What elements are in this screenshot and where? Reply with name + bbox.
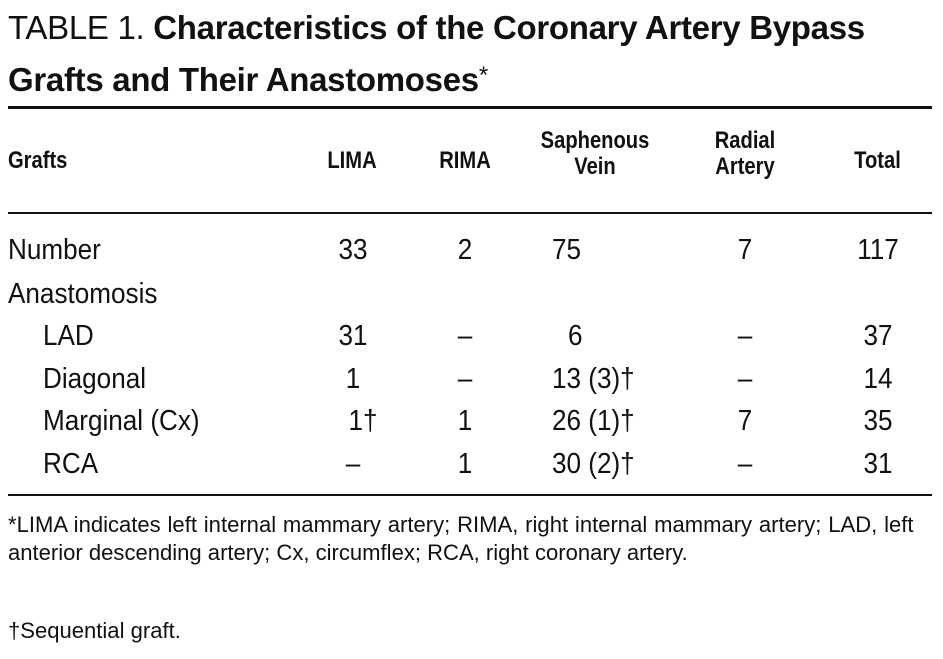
top-rule — [8, 106, 932, 109]
cell-saphenous: 13 (3)† — [552, 363, 635, 395]
cell-radial: 7 — [737, 234, 753, 266]
table-number: TABLE 1. — [8, 9, 154, 46]
footnote-abbreviations: *LIMA indicates left internal mammary artery; RIMA, right internal mammary artery; LAD, left anterior descending artery; Cx, circumflex; RCA, right coronary artery. — [8, 512, 914, 565]
cell-rima: – — [457, 320, 473, 352]
cell-total: 14 — [863, 363, 893, 395]
cell-radial: – — [737, 363, 753, 395]
row-label: Number — [8, 234, 101, 266]
title-footnote-marker: * — [478, 62, 488, 89]
header-radial-artery — [699, 128, 791, 180]
cell-rima: 1 — [457, 405, 473, 437]
header-rule — [8, 212, 932, 214]
header-grafts: Grafts — [8, 147, 68, 174]
row-label: RCA — [43, 448, 99, 480]
cell-lima: 31 — [338, 320, 368, 352]
row-label: Anastomosis — [8, 278, 158, 310]
row-label: LAD — [43, 320, 94, 352]
cell-lima: 1 — [345, 363, 361, 395]
cell-saphenous: 26 (1)† — [552, 405, 635, 437]
row-label: Marginal (Cx) — [43, 405, 200, 437]
cell-saphenous: 30 (2)† — [552, 448, 635, 480]
footnote-sequential-graft: †Sequential graft. — [8, 618, 181, 643]
cell-radial: – — [737, 320, 753, 352]
cell-total: 37 — [863, 320, 893, 352]
cell-saphenous: 6 — [568, 320, 583, 352]
cell-lima: 33 — [338, 234, 368, 266]
header-radial-line2: Artery — [715, 153, 775, 180]
header-saphenous-line2: Vein — [574, 153, 616, 180]
cell-rima: 1 — [457, 448, 473, 480]
table-title — [8, 4, 933, 104]
header-rima: RIMA — [439, 147, 491, 174]
table-caption: Characteristics of the Coronary Artery Bypass Grafts and Their Anastomoses — [8, 9, 865, 98]
cell-radial: – — [737, 448, 753, 480]
header-saphenous-line1: Saphenous — [540, 127, 650, 154]
cell-total: 31 — [863, 448, 893, 480]
header-radial-line1: Radial — [714, 127, 776, 154]
cell-total: 117 — [857, 234, 899, 266]
header-lima: LIMA — [327, 147, 377, 174]
header-total: Total — [854, 147, 901, 174]
cell-rima: 2 — [457, 234, 473, 266]
cell-lima: – — [345, 448, 361, 480]
cell-rima: – — [457, 363, 473, 395]
row-label: Diagonal — [43, 363, 147, 395]
cell-total: 35 — [863, 405, 893, 437]
cell-saphenous: 75 — [552, 234, 582, 266]
cell-lima: 1† — [348, 405, 378, 437]
header-saphenous-vein — [528, 128, 662, 180]
cell-radial: 7 — [737, 405, 753, 437]
bottom-rule — [8, 494, 932, 496]
